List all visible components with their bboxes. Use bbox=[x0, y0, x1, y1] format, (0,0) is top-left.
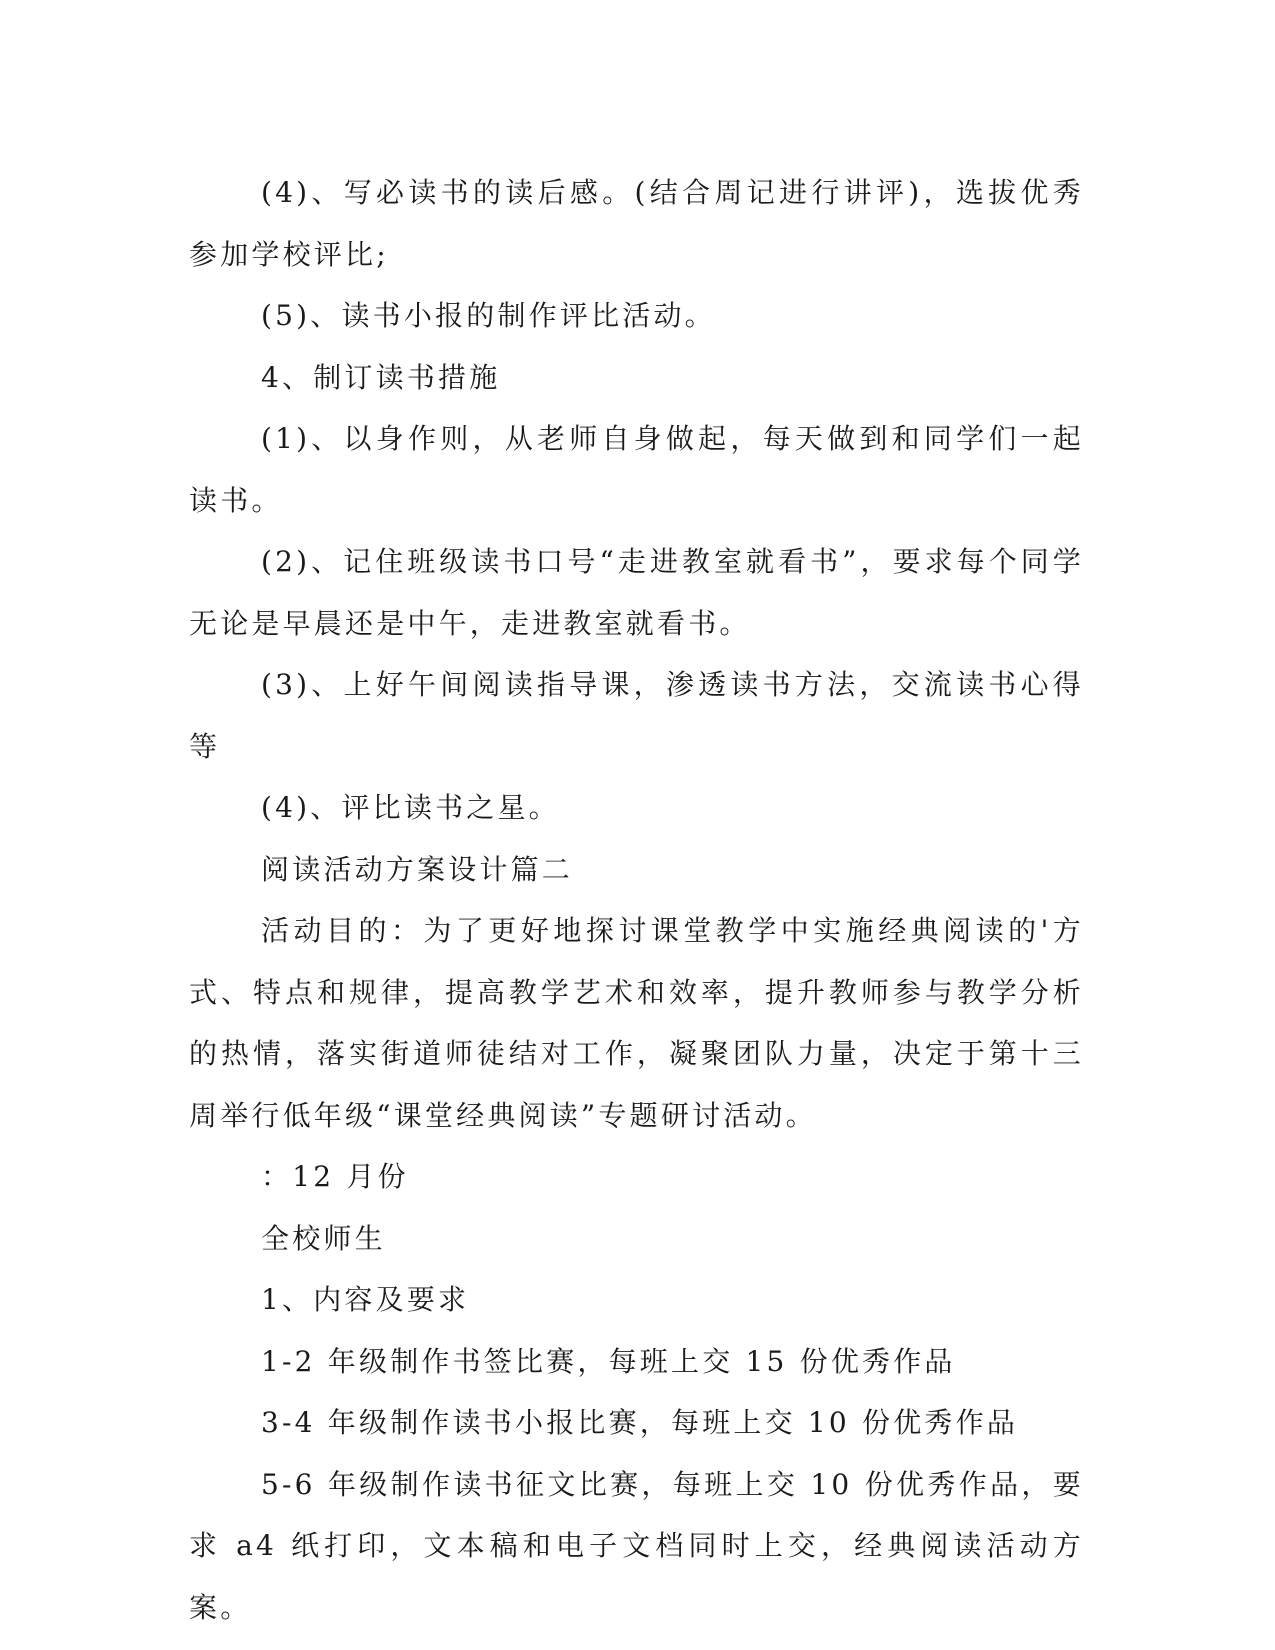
paragraph: ：12 月份 bbox=[261, 1160, 409, 1193]
paragraph: (2)、记住班级读书口号“走进教室就看书”，要求每个同学无论是早晨还是中午，走进教室就看书。 bbox=[189, 545, 1084, 640]
section-heading: 4、制订读书措施 bbox=[261, 360, 501, 394]
section-heading: 1、内容及要求 bbox=[261, 1283, 470, 1316]
paragraph: (1)、以身作则，从老师自身做起，每天做到和同学们一起读书。 bbox=[189, 422, 1084, 517]
paragraph: 5-6 年级制作读书征文比赛，每班上交 10 份优秀作品，要求 a4 纸打印，文本稿和电子文档同时上交，经典阅读活动方案。 bbox=[189, 1467, 1084, 1624]
paragraph: (4)、评比读书之星。 bbox=[261, 791, 560, 824]
paragraph: 3-4 年级制作读书小报比赛，每班上交 10 份优秀作品 bbox=[261, 1406, 1019, 1439]
paragraph: (5)、读书小报的制作评比活动。 bbox=[261, 299, 716, 332]
paragraph: (4)、写必读书的读后感。(结合周记进行讲评)，选拔优秀参加学校评比; bbox=[189, 176, 1084, 271]
section-title: 阅读活动方案设计篇二 bbox=[261, 852, 574, 886]
paragraph: 1-2 年级制作书签比赛，每班上交 15 份优秀作品 bbox=[261, 1344, 956, 1378]
paragraph: 全校师生 bbox=[261, 1221, 386, 1255]
paragraph: (3)、上好午间阅读指导课，渗透读书方法，交流读书心得等 bbox=[189, 668, 1084, 763]
document-body bbox=[189, 162, 1084, 1638]
paragraph: 活动目的：为了更好地探讨课堂教学中实施经典阅读的'方式、特点和规律，提高教学艺术和效率，提升教师参与教学分析的热情，落实街道师徒结对工作，凝聚团队力量，决定于第十三周举行低年级“课堂经典阅读”专题研讨活动。 bbox=[189, 914, 1084, 1132]
